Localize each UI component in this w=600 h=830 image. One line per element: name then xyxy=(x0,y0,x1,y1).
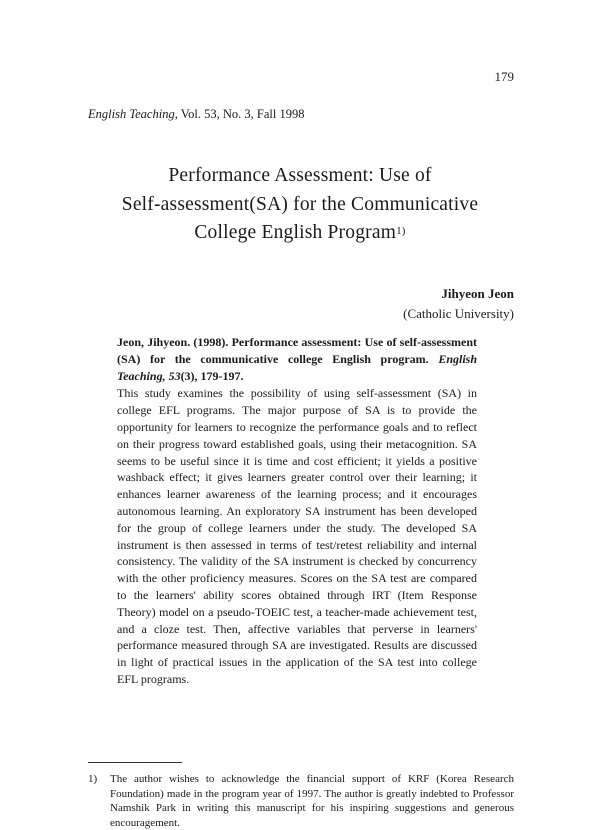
journal-header xyxy=(88,107,304,122)
footnote-divider xyxy=(88,762,182,763)
abstract-text: This study examines the possibility of using self-assessment (SA) in college EFL programs. The major purpose of SA is to provide the opportunity for learners to recognize the performance goals and to reflect on their progress toward established goals, using their metacognition. SA seems to be useful since it is time and cost efficient; it yields a positive washback effect; it gives learners greater control over their learning; it enhances learner awareness of the learning process; and it encourages autonomous learning. An exploratory SA instrument has been developed for the group of college learners under the study. The developed SA instrument is then assessed in terms of test/retest reliability and internal consistency. The validity of the SA instrument is checked by concurrency with the other proficiency measures. Scores on the SA test are compared to the learners' ability scores obtained through IRT (Item Response Theory) model on a pseudo-TOEIC test, a teacher-made achievement test, and a cloze test. Then, affective variables that perverse in learners' performance measured through SA are investigated. Results are discussed in light of practical issues in the application of the SA test into college EFL programs. xyxy=(117,386,477,686)
title-line-1: Performance Assessment: Use of xyxy=(168,165,432,186)
citation xyxy=(117,334,477,384)
title-line-3-text: College English Program xyxy=(194,222,397,243)
title-footnote-mark: 1) xyxy=(396,225,406,237)
page-number: 179 xyxy=(494,69,514,84)
author-block xyxy=(403,284,514,324)
title-line-2: Self-assessment(SA) for the Communicative xyxy=(121,193,479,215)
author-name: Jihyeon Jeon xyxy=(441,286,514,301)
journal-name: English Teaching, xyxy=(88,107,178,121)
paper-title xyxy=(70,162,530,248)
citation-lead: Jeon, Jihyeon. (1998). Performance assessment: Use of self-assessment (SA) for the communicative college English program. xyxy=(117,335,477,366)
journal-details: Vol. 53, No. 3, Fall 1998 xyxy=(180,107,305,121)
citation-volume: 53 xyxy=(168,368,181,383)
citation-issue-pages: (3), 179-197. xyxy=(180,368,244,383)
abstract-block xyxy=(117,334,477,688)
citation-journal: English Teaching, xyxy=(117,351,478,383)
footnote-text: The author wishes to acknowledge the financial support of KRF (Korea Research Foundation) made in the program year of 1997. The author is greatly indebted to Professor Namshik Park in writing this manuscript for his inspiring suggestions and generous encouragement. xyxy=(110,773,514,829)
author-affiliation: (Catholic University) xyxy=(403,306,514,321)
footnote xyxy=(88,772,514,830)
title-line-3 xyxy=(70,219,530,248)
footnote-mark: 1) xyxy=(88,773,98,785)
